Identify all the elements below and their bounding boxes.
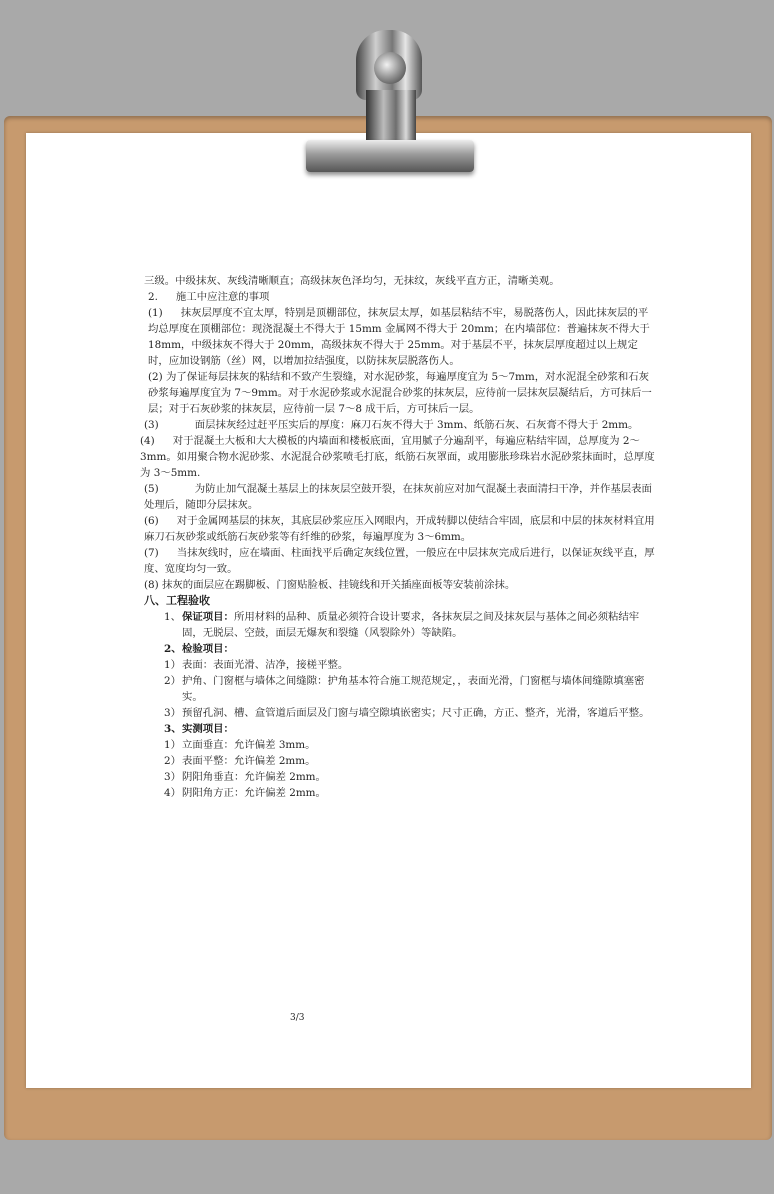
intro-paragraph: 三级。中级抹灰、灰线清晰顺直；高级抹灰色泽均匀，无抹纹，灰线平直方正，清晰美观。 xyxy=(144,275,560,287)
precaution-item-1 xyxy=(144,305,656,369)
item-text: 护角、门窗框与墙体之间缝隙：护角基本符合施工规范规定，，表面光滑，门窗框与墙体间缝隙填塞密实。 xyxy=(182,675,645,703)
item-text: 面层抹灰经过赶平压实后的厚度：麻刀石灰不得大于 3mm、纸筋石灰、石灰膏不得大于 2mm。 xyxy=(194,419,639,431)
section-8-heading: 八、工程验收 xyxy=(144,594,210,607)
item-number: 2） xyxy=(164,755,182,767)
item-text: 表面：表面光滑、洁净，接槎平整。 xyxy=(182,659,349,671)
precautions-list xyxy=(140,305,656,593)
item-text: 抹灰的面层应在踢脚板、门窗贴脸板、挂镜线和开关插座面板等安装前涂抹。 xyxy=(162,579,516,591)
guarantee-item xyxy=(144,609,656,641)
item-text: 抹灰层厚度不宜太厚，特别是顶棚部位，抹灰层太厚，如基层粘结不牢，易脱落伤人，因此抹灰层的平均总厚度在顶棚部位：现浇混凝土不得大于 15mm 金属网不得大于 20mm；在内墙部位：普遍抹灰不得大于 18mm，中级抹灰不得大于 20mm，高级抹灰不得大于 25mm。对于基层不平，抹灰层厚度超过以上规定时，应加设钢筋（丝）网，以增加拉结强度，以防抹灰层脱落伤人。 xyxy=(148,307,650,367)
binder-clip-hole xyxy=(374,52,406,84)
item-label: (5) xyxy=(144,483,159,495)
item-number: 1） xyxy=(164,659,182,671)
precaution-item-5 xyxy=(144,481,656,513)
measure-item-2 xyxy=(144,753,656,769)
section-2-heading xyxy=(144,289,656,305)
guarantee-number: 1、 xyxy=(164,611,182,623)
inspection-item-3 xyxy=(144,705,656,721)
item-text: 为了保证每层抹灰的粘结和不致产生裂缝，对水泥砂浆，每遍厚度宜为 5～7mm，对水泥混全砂浆和石灰砂浆每遍厚度宜为 7～9mm。对于水泥砂浆或水泥混合砂浆的抹灰层，应待前一层抹灰层凝结后，方可抹后一层；对于石灰砂浆的抹灰层，应待前一层 7～8 成干后，方可抹后一层。 xyxy=(148,371,652,415)
page-number: 3/3 xyxy=(290,1013,305,1023)
measure-item-1 xyxy=(144,737,656,753)
item-text: 预留孔洞、槽、盒管道后面层及门窗与墙空隙填嵌密实；尺寸正确，方正、整齐，光滑，客道后平整。 xyxy=(182,707,650,719)
item-label: (6) xyxy=(144,515,159,527)
guarantee-text: 所用材料的品种、质量必须符合设计要求，各抹灰层之间及抹灰层与基体之间必须粘结牢固，无脱层、空鼓，面层无爆灰和裂缝（风裂除外）等缺陷。 xyxy=(182,611,640,639)
inspection-label: 检验项目： xyxy=(182,643,234,655)
item-number: 3） xyxy=(164,771,182,783)
inspection-item-2 xyxy=(144,673,656,705)
item-label: (2) xyxy=(148,371,163,383)
binder-clip-icon xyxy=(306,140,474,172)
item-label: (3) xyxy=(144,419,159,431)
precaution-item-7 xyxy=(144,545,656,577)
item-number: 3） xyxy=(164,707,182,719)
item-number: 1） xyxy=(164,739,182,751)
item-text: 表面平整：允许偏差 2mm。 xyxy=(182,755,316,767)
precaution-item-4 xyxy=(140,433,656,481)
item-number: 2） xyxy=(164,675,182,687)
item-text: 立面垂直：允许偏差 3mm。 xyxy=(182,739,316,751)
measure-item-3 xyxy=(144,769,656,785)
measure-item-4 xyxy=(144,785,656,801)
item-label: (7) xyxy=(144,547,159,559)
item-text: 对于金属网基层的抹灰，其底层砂浆应压入网眼内，开成转脚以使结合牢固，底层和中层的抹灰材料宜用麻刀石灰砂浆或纸筋石灰砂浆等有纤维的砂浆，每遍厚度为 3～6mm。 xyxy=(144,515,655,543)
item-text: 阴阳角方正：允许偏差 2mm。 xyxy=(182,787,326,799)
item-label: (8) xyxy=(144,579,159,591)
item-text: 为防止加气混凝土基层上的抹灰层空鼓开裂，在抹灰前应对加气混凝土表面清扫干净，并作基层表面处理后，随即分层抹灰。 xyxy=(144,483,652,511)
item-text: 阴阳角垂直：允许偏差 2mm。 xyxy=(182,771,326,783)
inspection-heading xyxy=(144,641,656,657)
item-text: 对于混凝土大板和大大模板的内墙面和楼板底面，宜用腻子分遍刮平，每遍应粘结牢固，总厚度为 2～3mm。如用聚合物水泥砂浆、水泥混合砂浆喷毛打底，纸筋石灰罩面，或用膨胀珍珠岩水泥砂浆抹面时，总厚度为 3～5mm. xyxy=(140,435,655,479)
item-number: 4） xyxy=(164,787,182,799)
measure-heading xyxy=(144,721,656,737)
item-text: 当抹灰线时，应在墙面、柱面找平后确定灰线位置，一般应在中层抹灰完成后进行，以保证灰线平直，厚度、宽度均匀一致。 xyxy=(144,547,655,575)
precaution-item-3 xyxy=(144,417,656,433)
precaution-item-6 xyxy=(144,513,656,545)
inspection-item-1 xyxy=(144,657,656,673)
measure-label: 实测项目： xyxy=(182,723,234,735)
section-2-title: 施工中应注意的事项 xyxy=(175,291,270,303)
inspection-number: 2、 xyxy=(164,643,182,655)
guarantee-label: 保证项目： xyxy=(182,611,234,623)
measure-number: 3、 xyxy=(164,723,182,735)
precaution-item-2 xyxy=(144,369,656,417)
precaution-item-8 xyxy=(144,577,656,593)
section-2-number: 2. xyxy=(148,291,158,303)
item-label: (1) xyxy=(148,307,163,319)
item-label: (4) xyxy=(140,435,155,447)
document-body xyxy=(140,273,656,801)
binder-clip-neck xyxy=(366,90,416,145)
